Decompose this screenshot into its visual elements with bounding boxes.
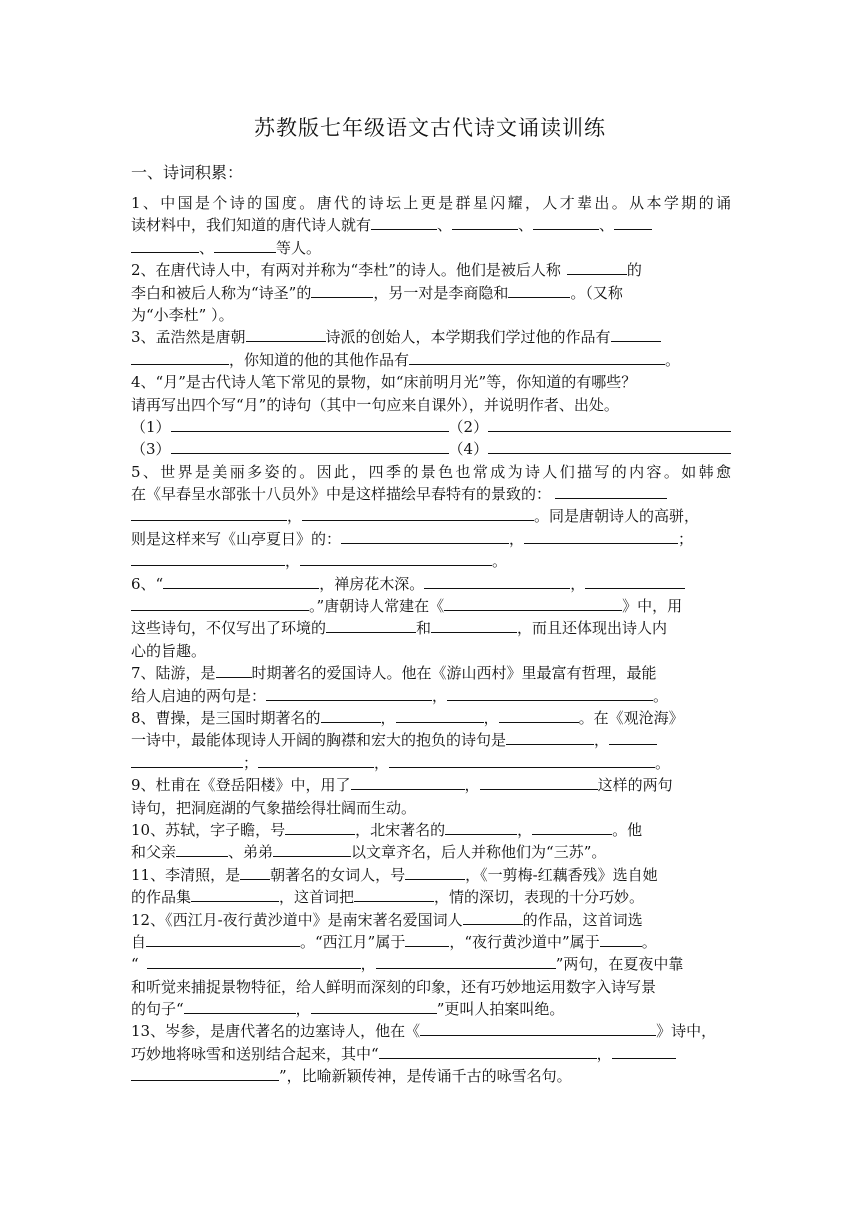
- blank[interactable]: [532, 820, 612, 835]
- blank[interactable]: [452, 215, 518, 230]
- blank[interactable]: [585, 574, 685, 589]
- blank[interactable]: [405, 865, 465, 880]
- q2-line-2: 李白和被后人称为“诗圣”的 ，另一对是李商隐和 。（又称: [131, 283, 623, 302]
- q12-line-3: “ ， ”两句，在夏夜中靠: [131, 955, 684, 974]
- q5-line-1: 5、世界是美丽多姿的。因此，四季的景色也常成为诗人们描写的内容。如韩愈: [131, 462, 731, 481]
- q8-line-1: 8、曹操，是三国时期著名的 ， ， 。在《观沧海》: [131, 708, 684, 727]
- blank[interactable]: [445, 820, 517, 835]
- blank[interactable]: [609, 730, 657, 745]
- q7-line-2: 给人启迪的两句是： ， 。: [131, 686, 669, 705]
- q11-line-2: 的作品集 ，这首词把 ，情的深切，表现的十分巧妙。: [131, 888, 645, 907]
- blank[interactable]: [146, 932, 300, 947]
- blank[interactable]: [354, 887, 434, 902]
- blank[interactable]: [240, 865, 270, 880]
- q11-line-1: 11、李清照，是 朝著名的女词人，号 ，《一剪梅-红藕香残》选自她: [131, 865, 658, 884]
- blank[interactable]: [147, 954, 361, 969]
- blank[interactable]: [463, 910, 523, 925]
- q1-line-2: 读材料中，我们知道的唐代诗人就有 、 、 、: [131, 214, 731, 236]
- blank[interactable]: [163, 574, 319, 589]
- q5-line-2: 在《早春呈水部张十八员外》中是这样描绘早春特有的景致的：: [131, 483, 731, 505]
- blank[interactable]: [131, 1066, 279, 1081]
- q1-line-1: 1、中国是个诗的国度。唐代的诗坛上更是群星闪耀，人才辈出。从本学期的诵: [131, 194, 731, 212]
- blank[interactable]: [341, 529, 509, 544]
- blank[interactable]: [405, 932, 449, 947]
- blank[interactable]: [216, 663, 252, 678]
- q7-line-1: 7、陆游，是 时期著名的爱国诗人。他在《游山西村》里最富有哲理，最能: [131, 664, 657, 683]
- page-title: 苏教版七年级语文古代诗文诵读训练: [254, 116, 606, 140]
- q12-line-1: 12、《西江月-夜行黄沙道中》是南宋著名爱国词人 的作品，这首词选: [131, 910, 643, 929]
- blank[interactable]: [131, 350, 229, 365]
- q13-line-2: 巧妙地将咏雪和送别结合起来，其中“ ，: [131, 1043, 731, 1065]
- q13-line-3: ”，比喻新颖传神，是传诵千古的咏雪名句。: [131, 1065, 731, 1087]
- blank[interactable]: [488, 439, 731, 454]
- q2-line-3: 为“小李杜” ）。: [131, 305, 234, 324]
- q12-line-5: 的句子“ ， ”更叫人拍案叫绝。: [131, 1000, 565, 1019]
- blank[interactable]: [379, 1044, 597, 1059]
- blank[interactable]: [376, 954, 556, 969]
- blank[interactable]: [533, 215, 599, 230]
- q10-line-1: 10、苏轼，字子瞻，号 ，北宋著名的 ， 。他: [131, 820, 643, 839]
- blank[interactable]: [311, 283, 373, 298]
- q10-line-2: 和父亲 、弟弟 以文章齐名，后人并称他们为“三苏”。: [131, 843, 607, 862]
- blank[interactable]: [351, 775, 465, 790]
- q2-line-1: 2、在唐代诗人中，有两对并称为“李杜”的诗人。他们是被后人称 的: [131, 261, 642, 280]
- blank[interactable]: [480, 775, 598, 790]
- blank[interactable]: [171, 439, 449, 454]
- blank[interactable]: [614, 215, 652, 230]
- blank[interactable]: [326, 618, 416, 633]
- q3-line-1: 3、孟浩然是唐朝 诗派的创始人，本学期我们学过他的作品有: [131, 326, 731, 348]
- q13-line-1: 13、岑参，是唐代著名的边塞诗人，他在《 》诗中，: [131, 1022, 717, 1041]
- blank[interactable]: [131, 551, 285, 566]
- blank[interactable]: [273, 842, 351, 857]
- blank[interactable]: [488, 417, 731, 432]
- q12-line-4: 和听觉来捕捉景物特征，给人鲜明而深刻的印象，还有巧妙地运用数字入诗写景: [131, 977, 657, 996]
- blank[interactable]: [171, 417, 449, 432]
- q3-line-2: ，你知道的他的其他作品有 。: [131, 349, 731, 371]
- q5-line-5: ， 。: [131, 550, 731, 572]
- blank[interactable]: [424, 574, 570, 589]
- q1-line-3: 、 等人。: [131, 237, 731, 259]
- blank[interactable]: [409, 350, 665, 365]
- blank[interactable]: [302, 506, 534, 521]
- section-heading: 一、诗词积累：: [131, 163, 244, 182]
- blank[interactable]: [447, 686, 653, 701]
- q12-line-2: 自 。“西江月”属于 ，“夜行黄沙道中”属于 。: [131, 932, 657, 951]
- blank[interactable]: [508, 283, 570, 298]
- q4-line-4: （3） （4）: [131, 438, 731, 460]
- blank[interactable]: [311, 999, 437, 1014]
- blank[interactable]: [131, 506, 287, 521]
- blank[interactable]: [214, 238, 276, 253]
- q8-line-2: 一诗中，最能体现诗人开阔的胸襟和宏大的抱负的诗句是 ，: [131, 729, 731, 751]
- q5-line-4: 则是这样来写《山亭夏日》的： ， ；: [131, 529, 694, 548]
- blank[interactable]: [524, 529, 678, 544]
- blank[interactable]: [246, 327, 326, 342]
- blank[interactable]: [611, 327, 661, 342]
- q4-line-2: 请再写出四个写“月”的诗句（其中一句应来自课外），并说明作者、出处。: [131, 395, 619, 414]
- q6-line-3: 这些诗句，不仅写出了环境的 和 ，而且还体现出诗人内: [131, 619, 668, 638]
- blank[interactable]: [371, 215, 437, 230]
- blank[interactable]: [184, 999, 296, 1014]
- question-list: [131, 192, 731, 1088]
- q5-line-3: ， 。同是唐朝诗人的高骈，: [131, 505, 731, 527]
- q6-line-2: 。”唐朝诗人常建在《 》中，用: [131, 595, 731, 617]
- q9-line-2: 诗句，把洞庭湖的气象描绘得壮阔而生动。: [131, 798, 417, 817]
- blank[interactable]: [258, 753, 374, 768]
- blank[interactable]: [131, 753, 243, 768]
- blank[interactable]: [444, 596, 622, 611]
- blank[interactable]: [567, 260, 627, 275]
- blank[interactable]: [131, 596, 309, 611]
- blank[interactable]: [431, 618, 517, 633]
- blank[interactable]: [612, 1044, 676, 1059]
- q4-line-1: 4、“月”是古代诗人笔下常见的景物，如“床前明月光”等，你知道的有哪些？: [131, 373, 637, 392]
- blank[interactable]: [600, 932, 642, 947]
- blank[interactable]: [499, 708, 579, 723]
- blank[interactable]: [300, 551, 492, 566]
- blank[interactable]: [420, 1021, 656, 1036]
- blank[interactable]: [191, 887, 279, 902]
- blank[interactable]: [506, 730, 594, 745]
- q9-line-1: 9、杜甫在《登岳阳楼》中，用了 ， 这样的两句: [131, 776, 673, 795]
- q6-line-4: 心的旨趣。: [131, 641, 207, 660]
- blank[interactable]: [396, 708, 484, 723]
- blank[interactable]: [176, 842, 228, 857]
- q4-line-3: （1） （2）: [131, 416, 731, 438]
- blank[interactable]: [131, 238, 199, 253]
- q6-line-1: 6、“ ，禅房花木深。 ，: [131, 573, 731, 595]
- q8-line-3: ； ， 。: [131, 752, 731, 774]
- blank[interactable]: [389, 753, 655, 768]
- blank[interactable]: [321, 708, 381, 723]
- blank[interactable]: [285, 820, 355, 835]
- blank[interactable]: [555, 484, 667, 499]
- blank[interactable]: [266, 686, 432, 701]
